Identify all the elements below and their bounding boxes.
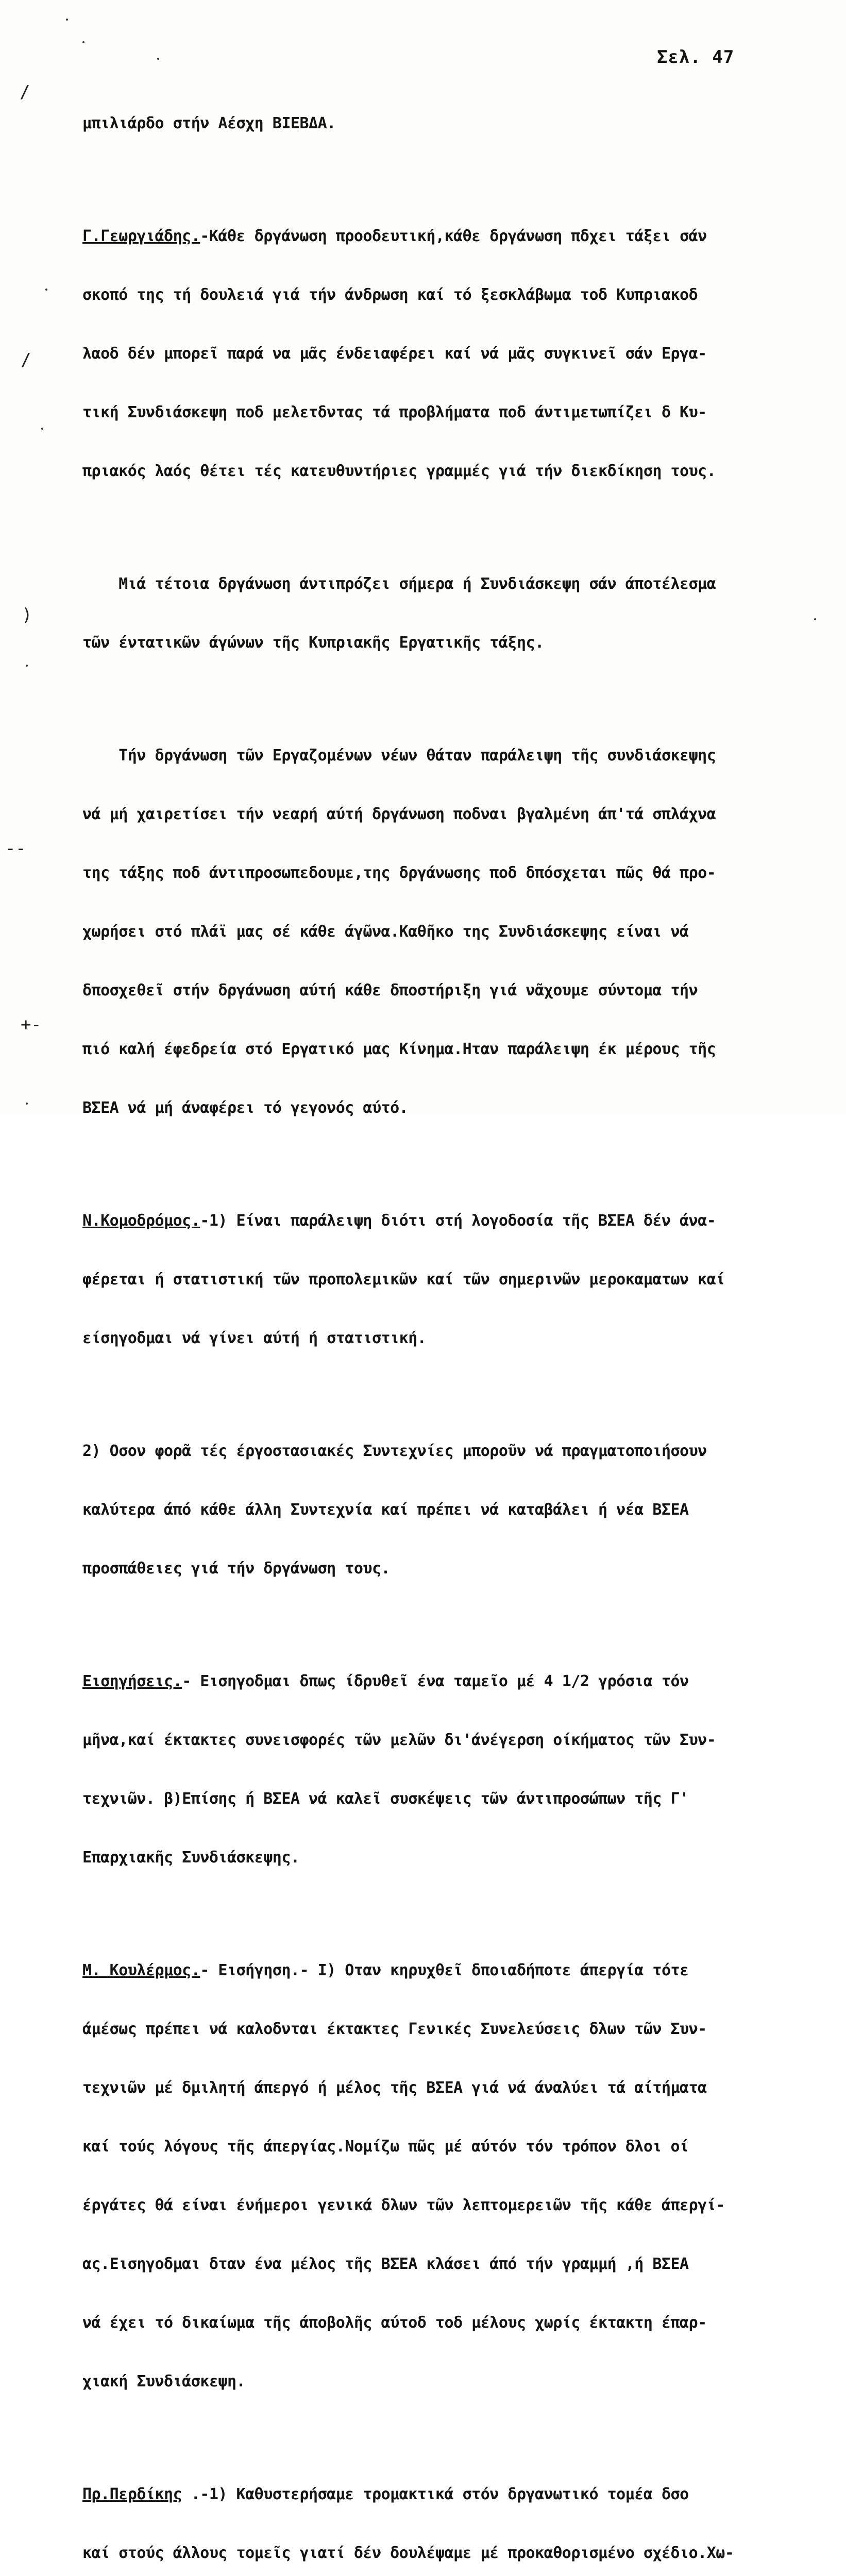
speech-text: .-1) Καθυστερήσαμε τρομακτικά στόν δργανωτικό τομέα δσο	[182, 2485, 689, 2503]
speech-text: - Εισήγηση.- Ι) Οταν κηρυχθεῖ δποιαδήποτε άπεργία τότε	[200, 1961, 689, 1979]
paragraph	[82, 707, 824, 1157]
scan-speck	[26, 665, 28, 667]
text-line: τῶν έντατικῶν άγώνων τῆς Κυπριακῆς Εργατικῆς τάξης.	[82, 634, 544, 652]
text-line: χιακή Συνδιάσκεψη.	[82, 2372, 246, 2391]
scan-speck	[41, 428, 43, 430]
text-line: μπιλιάρδο στήν Αέσχη ΒΙΕΒΔΑ.	[82, 114, 336, 132]
text-line: Τήν δργάνωση τῶν Εργαζομένων νέων θάταν παράλειψη τῆς συνδιάσκεψης	[82, 747, 716, 765]
paragraph	[82, 75, 824, 173]
speech-text: -Κάθε δργάνωση προοδευτική,κάθε δργάνωση πδχει τάξει σάν	[200, 227, 707, 245]
text-line: πιό καλή έφεδρεία στό Εργατικό μας Κίνημα.Ηταν παράλειψη έκ μέρους τῆς	[82, 1040, 716, 1058]
text-line: τεχνιῶν μέ δμιλητή άπεργό ή μέλος τῆς ΒΣΕΑ γιά νά άναλύει τά αίτήματα	[82, 2079, 707, 2097]
margin-mark: )	[22, 605, 32, 625]
text-line: δποσχεθεῖ στήν δργάνωση αύτή κάθε δποστήριξη γιά νᾶχουμε σύντομα τήν	[82, 981, 698, 999]
margin-mark: /	[20, 82, 30, 103]
text-line: Επαρχιακῆς Συνδιάσκεψης.	[82, 1849, 300, 1867]
text-line: λαοδ δέν μπορεῖ παρά να μᾶς ένδειαφέρει καί νά μᾶς συγκινεῖ σάν Εργα-	[82, 345, 707, 363]
text-line: τική Συνδιάσκεψη ποδ μελετδντας τά προβλήματα ποδ άντιμετωπίζει δ Κυ-	[82, 403, 707, 421]
scan-speck	[82, 41, 84, 43]
text-line	[82, 2485, 824, 2504]
text-line: ας.Εισηγοδμαι δταν ένα μέλος τῆς ΒΣΕΑ κλάσει άπό τήν γραμμή ,ή ΒΣΕΑ	[82, 2255, 689, 2273]
text-line: της τάξης ποδ άντιπροσωπεδουμε,της δργάνωσης ποδ δπόσχεται πῶς θά προ-	[82, 864, 716, 882]
margin-mark: /	[21, 350, 31, 370]
scan-speck	[157, 58, 159, 60]
speech-text: - Εισηγοδμαι δπως ίδρυθεῖ ένα ταμεῖο μέ 4 1/2 γρόσια τόν	[182, 1672, 689, 1690]
margin-mark: --	[5, 838, 26, 859]
paragraph	[82, 1172, 824, 1387]
text-line: φέρεται ή στατιστική τῶν προπολεμικῶν καί τῶν σημερινῶν μεροκαματων καί	[82, 1270, 725, 1289]
paragraph	[82, 1402, 824, 1618]
text-line: έργάτες θά είναι ένήμεροι γενικά δλων τῶν λεπτομερειῶν τῆς κάθε άπεργί-	[82, 2196, 725, 2214]
paragraph	[82, 1633, 824, 1907]
text-line	[82, 1672, 824, 1691]
text-line	[82, 1961, 824, 1980]
text-line: καί τούς λόγους τῆς άπεργίας.Νομίζω πῶς μέ αύτόν τόν τρόπον δλοι οί	[82, 2138, 689, 2156]
text-line	[82, 227, 824, 246]
document-body	[82, 75, 824, 2576]
text-line: ΒΣΕΑ νά μή άναφέρει τό γεγονός αύτό.	[82, 1099, 409, 1117]
text-line: προσπάθειες γιά τήν δργάνωση τους.	[82, 1560, 391, 1578]
text-line	[82, 1211, 824, 1231]
speaker-name: Ν.Κομοδρόμος.	[82, 1212, 200, 1230]
paragraph	[82, 535, 824, 692]
text-line: άμέσως πρέπει νά καλοδνται έκτακτες Γενικές Συνελεύσεις δλων τῶν Συν-	[82, 2020, 707, 2038]
text-line: χωρήσει στό πλάϊ μας σέ κάθε άγῶνα.Καθῆκο της Συνδιάσκεψης είναι νά	[82, 923, 689, 941]
scan-speck	[45, 289, 47, 291]
speaker-name: Γ.Γεωργιάδης.	[82, 227, 200, 245]
text-line: τεχνιῶν. β)Επίσης ή ΒΣΕΑ νά καλεῖ συσκέψεις τῶν άντιπροσώπων τῆς Γ'	[82, 1790, 689, 1808]
scan-speck	[26, 1103, 28, 1105]
scan-speck	[66, 19, 68, 21]
speaker-name: Εισηγήσεις.	[82, 1672, 182, 1690]
text-line: σκοπό της τή δουλειά γιά τήν άνδρωση καί τό ξεσκλάβωμα τοδ Κυπριακοδ	[82, 286, 698, 304]
paragraph	[82, 1922, 824, 2431]
text-line: 2) Οσον φορᾶ τές έργοστασιακές Συντεχνίες μποροῦν νά πραγματοποιήσουν	[82, 1442, 707, 1460]
speaker-name: Μ. Κουλέρμος.	[82, 1961, 200, 1979]
text-line: μῆνα,καί έκτακτες συνεισφορές τῶν μελῶν δι'άνέγερση οίκήματος τῶν Συν-	[82, 1731, 716, 1749]
paragraph	[82, 188, 824, 520]
text-line: καί στούς άλλους τομεῖς γιατί δέν δουλέψαμε μέ προκαθορισμένο σχέδιο.Χω-	[82, 2544, 734, 2562]
text-line: καλύτερα άπό κάθε άλλη Συντεχνία καί πρέπει νά καταβάλει ή νέα ΒΣΕΑ	[82, 1501, 689, 1519]
page-number: Σελ. 47	[657, 47, 735, 67]
text-line: νά μή χαιρετίσει τήν νεαρή αύτή δργάνωση ποδναι βγαλμένη άπ'τά σπλάχνα	[82, 805, 716, 823]
text-line: Μιά τέτοια δργάνωση άντιπρόζει σήμερα ή Συνδιάσκεψη σάν άποτέλεσμα	[82, 575, 716, 593]
speech-text: -1) Είναι παράλειψη διότι στή λογοδοσία τῆς ΒΣΕΑ δέν άνα-	[200, 1212, 716, 1230]
text-line: νά έχει τό δικαίωμα τῆς άποβολῆς αύτοδ τοδ μέλους χωρίς έκτακτη έπαρ-	[82, 2314, 707, 2332]
margin-mark: +-	[21, 1014, 41, 1035]
text-line: είσηγοδμαι νά γίνει αύτή ή στατιστική.	[82, 1329, 427, 1347]
paragraph	[82, 2446, 824, 2576]
text-line: πριακός λαός θέτει τές κατευθυντήριες γραμμές γιά τήν διεκδίκηση τους.	[82, 462, 716, 480]
speaker-name: Πρ.Περδίκης	[82, 2485, 182, 2503]
